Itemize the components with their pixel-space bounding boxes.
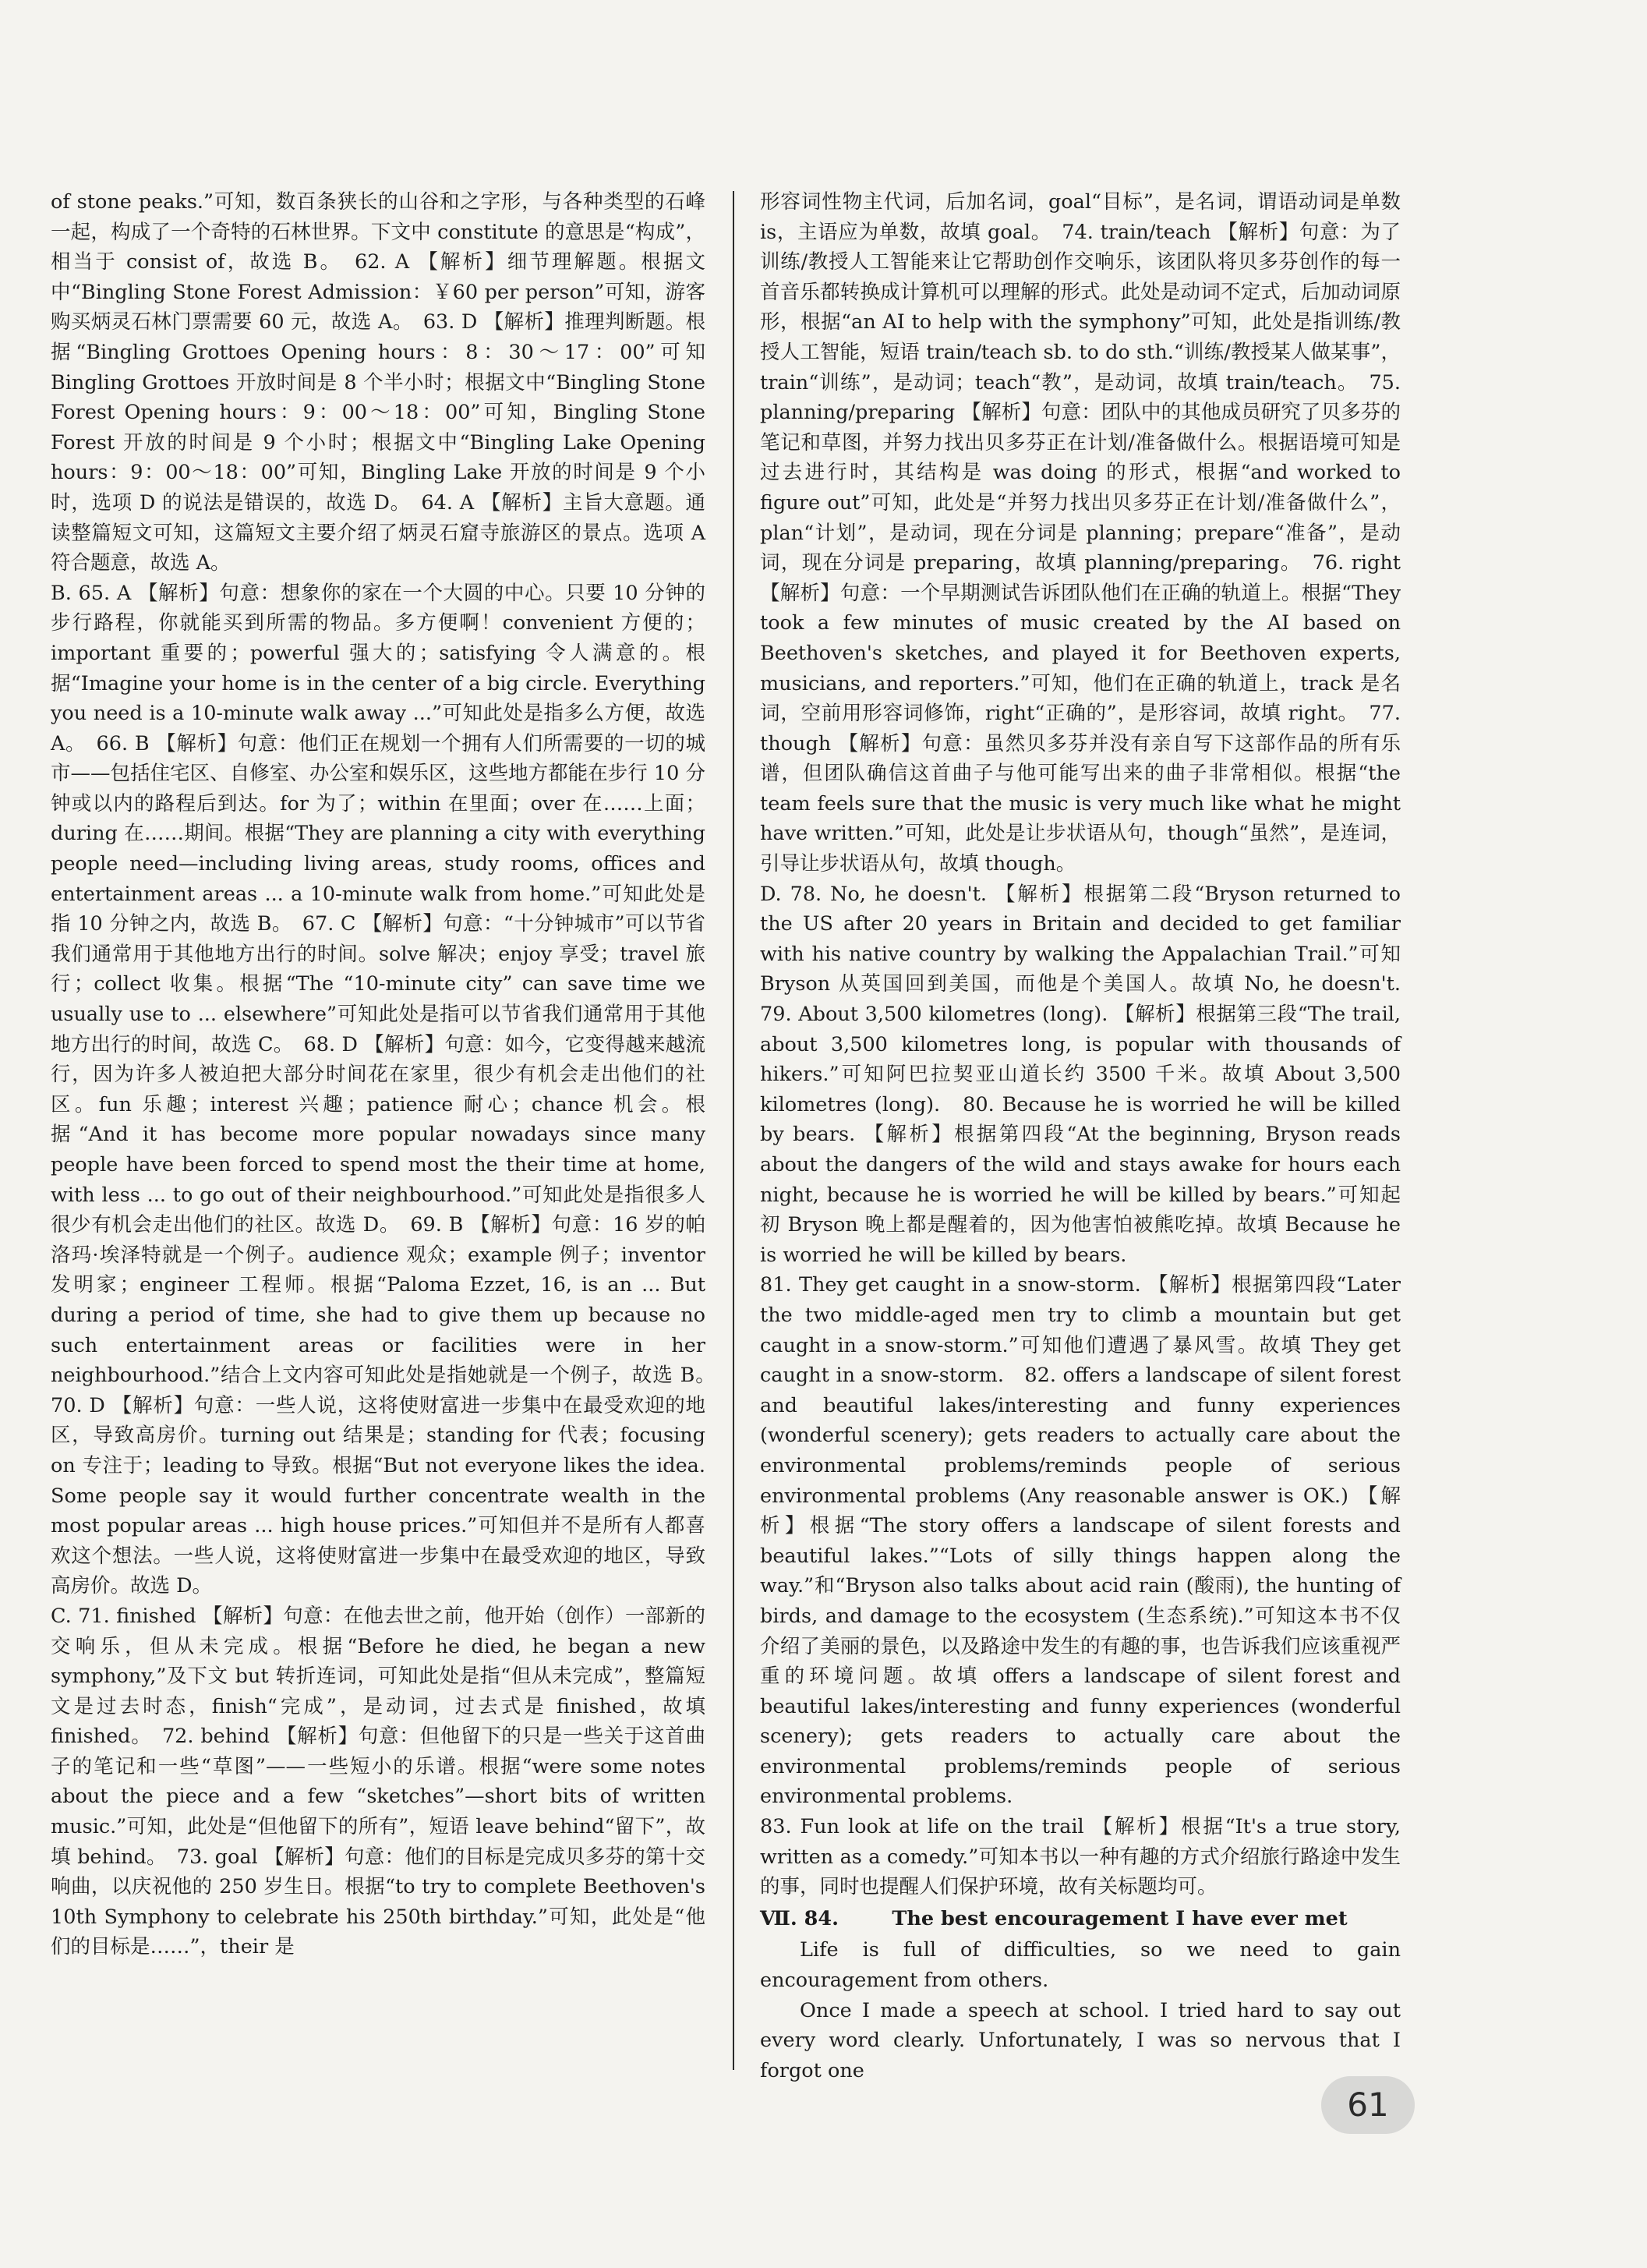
essay-paragraph-1: Life is full of difficulties, so we need to gain encouragement from others.: [760, 1938, 1401, 1993]
essay-title: The best encouragement I have ever met: [892, 1906, 1348, 1930]
answers-81-82: 81. They get caught in a snow-storm. 【解析】根据第四段“Later the two middle-aged men try to climb a mountain but get caught in a snow-storm.”可知他们遭遇了暴风雪。故填 They get caught in a snow-storm. 82. offers a landscape of silent forest and beautiful lakes/interesting and funny experiences (wonderful scenery); gets readers to actually care about the environmental problems/reminds people of serious environmental problems (Any reasonable answer is OK.) 【解析】根据“The story offers a landscape of silent forests and beautiful lakes.”“Lots of silly things happen along the way.”和“Bryson also talks about acid rain (酸雨), the hunting of birds, and damage to the ecosystem (生态系统).”可知这本书不仅介绍了美丽的景色，以及路途中发生的有趣的事，也告诉我们应该重视严重的环境问题。故填 offers a landscape of silent forest and beautiful lakes/interesting and funny experiences (wonderful scenery); gets readers to actually care about the environmental problems/reminds people of serious environmental problems.: [760, 1273, 1401, 1809]
essay-paragraph-2: Once I made a speech at school. I tried hard to say out every word clearly. Unfortunately, I was so nervous that I forgot one: [760, 1998, 1401, 2082]
left-column: [51, 187, 726, 1962]
section-d-answers: D. 78. No, he doesn't. 【解析】根据第二段“Bryson returned to the US after 20 years in Britain and decided to get familiar with his native country by walking the Appalachian Trail.”可知 Bryson 从英国回到美国，而他是个美国人。故填 No, he doesn't. 79. About 3,500 kilometres (long). 【解析】根据第三段“The trail, about 3,500 kilometres long, is popular with thousands of hikers.”可知阿巴拉契亚山道长约 3500 千米。故填 About 3,500 kilometres (long). 80. Because he is worried he will be killed by bears. 【解析】根据第四段“At the beginning, Bryson reads about the dangers of the wild and stays awake for hours each night, because he is worried he will be killed by bears.”可知起初 Bryson 晚上都是醒着的，因为他害怕被熊吃掉。故填 Because he is worried he will be killed by bears.: [760, 882, 1421, 1267]
section-c-answers: C. 71. finished 【解析】句意：在他去世之前，他开始（创作）一部新的交响乐，但从未完成。根据“Before he died, he began a new symphony,”及下文 but 转折连词，可知此处是指“但从未完成”，整篇短文是过去时态，finish“完成”，是动词，过去式是 finished，故填 finished。 72. behind 【解析】句意：但他留下的只是一些关于这首曲子的笔记和一些“草图”——一些短小的乐谱。根据“were some notes about the piece and a few “sketches”—short bits of written music.”可知，此处是“但他留下的所有”，短语 leave behind“留下”，故填 behind。 73. goal 【解析】句意：他们的目标是完成贝多芬的第十交响曲，以庆祝他的 250 岁生日。根据“to try to complete Beethoven's 10th Symphony to celebrate his 250th birthday.”可知，此处是“他们的目标是……”，their 是: [51, 1604, 705, 1959]
right-paragraph-c-continued: 形容词性物主代词，后加名词，goal“目标”，是名词，谓语动词是单数 is，主语应为单数，故填 goal。 74. train/teach 【解析】句意：为了训练/教授人工智能来让它帮助创作交响乐，该团队将贝多芬创作的每一首音乐都转换成计算机可以理解的形式。此处是动词不定式，后加动词原形，根据“an AI to help with the symphony”可知，此处是指训练/教授人工智能，短语 train/teach sb. to do sth.“训练/教授某人做某事”，train“训练”，是动词；teach“教”，是动词，故填 train/teach。 75. planning/preparing 【解析】句意：团队中的其他成员研究了贝多芬的笔记和草图，并努力找出贝多芬正在计划/准备做什么。根据语境可知是过去进行时，其结构是 was doing 的形式，根据“and worked to figure out”可知，此处是“并努力找出贝多芬正在计划/准备做什么”，plan“计划”，是动词，现在分词是 planning；prepare“准备”，是动词，现在分词是 preparing，故填 planning/preparing。 76. right 【解析】句意：一个早期测试告诉团队他们在正确的轨道上。根据“They took a few minutes of music created by the AI based on Beethoven's sketches, and played it for Beethoven experts, musicians, and reporters.”可知，他们在正确的轨道上，track 是名词，空前用形容词修饰，right“正确的”，是形容词，故填 right。 77. though 【解析】句意：虽然贝多芬并没有亲自写下这部作品的所有乐谱，但团队确信这首曲子与他可能写出来的曲子非常相似。根据“the team feels sure that the music is very much like what he might have written.”可知，此处是让步状语从句，though“虽然”，是连词，引导让步状语从句，故填 though。: [760, 190, 1401, 876]
column-divider: [733, 191, 734, 2070]
right-column: [760, 187, 1421, 2086]
essay-label: Ⅶ. 84.: [760, 1906, 839, 1930]
left-paragraph-a: of stone peaks.”可知，数百条狭长的山谷和之字形，与各种类型的石峰一起，构成了一个奇特的石林世界。下文中 constitute 的意思是“构成”，相当于 consist of，故选 B。 62. A 【解析】细节理解题。根据文中“Bingling Stone Forest Admission：￥60 per person”可知，游客购买炳灵石林门票需要 60 元，故选 A。 63. D 【解析】推理判断题。根据“Bingling Grottoes Opening hours：8：30～17：00”可知 Bingling Grottoes 开放时间是 8 个半小时；根据文中“Bingling Stone Forest Opening hours：9：00～18：00”可知，Bingling Stone Forest 开放的时间是 9 个小时；根据文中“Bingling Lake Opening hours：9：00～18：00”可知，Bingling Lake 开放的时间是 9 个小时，选项 D 的说法是错误的，故选 D。 64. A 【解析】主旨大意题。通读整篇短文可知，这篇短文主要介绍了炳灵石窟寺旅游区的景点。选项 A 符合题意，故选 A。: [51, 190, 705, 575]
section-b-answers: B. 65. A 【解析】句意：想象你的家在一个大圆的中心。只要 10 分钟的步行路程，你就能买到所需的物品。多方便啊！convenient 方便的；important 重要的；powerful 强大的；satisfying 令人满意的。根据“Imagine your home is in the center of a big circle. Everything you need is a 10-minute walk away ...”可知此处是指多么方便，故选 A。 66. B 【解析】句意：他们正在规划一个拥有人们所需要的一切的城市——包括住宅区、自修室、办公室和娱乐区，这些地方都能在步行 10 分钟或以内的路程后到达。for 为了；within 在里面；over 在……上面；during 在……期间。根据“They are planning a city with everything people need—including living areas, study rooms, offices and entertainment areas ... a 10-minute walk from home.”可知此处是指 10 分钟之内，故选 B。 67. C 【解析】句意：“十分钟城市”可以节省我们通常用于其他地方出行的时间。solve 解决；enjoy 享受；travel 旅行；collect 收集。根据“The “10-minute city” can save time we usually use to ... elsewhere”可知此处是指可以节省我们通常用于其他地方出行的时间，故选 C。 68. D 【解析】句意：如今，它变得越来越流行，因为许多人被迫把大部分时间花在家里，很少有机会走出他们的社区。fun 乐趣；interest 兴趣；patience 耐心；chance 机会。根据“And it has become more popular nowadays since many people have been forced to spend most the their time at home, with less ... to go out of their neighbourhood.”可知此处是指很多人很少有机会走出他们的社区。故选 D。 69. B 【解析】句意：16 岁的帕洛玛·埃泽特就是一个例子。audience 观众；example 例子；inventor 发明家；engineer 工程师。根据“Paloma Ezzet, 16, is an ... But during a period of time, she had to give them up because no such entertainment areas or facilities were in her neighbourhood.”结合上文内容可知此处是指她就是一个例子，故选 B。 70. D 【解析】句意：一些人说，这将使财富进一步集中在最受欢迎的地区，导致高房价。turning out 结果是；standing for 代表；focusing on 专注于；leading to 导致。根据“But not everyone likes the idea. Some people say it would further concentrate wealth in the most popular areas ... high house prices.”可知但并不是所有人都喜欢这个想法。一些人说，这将使财富进一步集中在最受欢迎的地区，导致高房价。故选 D。: [51, 581, 726, 1598]
page-number-badge: 61: [1321, 2076, 1415, 2134]
answer-83: 83. Fun look at life on the trail 【解析】根据“It's a true story, written as a comedy.”可知本书以一种有趣的方式介绍旅行路途中发生的事，同时也提醒人们保护环境，故有关标题均可。: [760, 1815, 1401, 1899]
essay-heading: [760, 1904, 1401, 1934]
